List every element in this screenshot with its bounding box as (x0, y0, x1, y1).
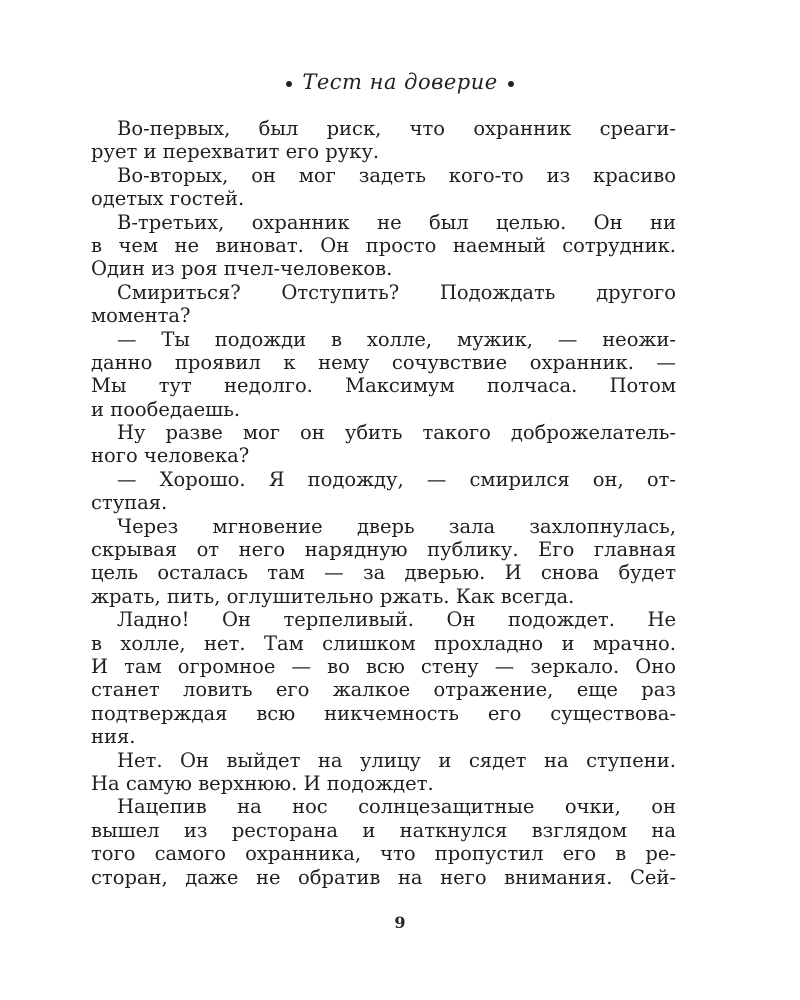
paragraph-8 (91, 515, 676, 609)
text-line: момента? (91, 304, 191, 328)
text-line: подтверждая всю никчемность его существова- (91, 701, 676, 725)
paragraph-11 (91, 795, 676, 889)
paragraph-3 (91, 211, 676, 281)
body-text (91, 117, 676, 889)
text-line: В-третьих, охранник не был целью. Он ни (117, 210, 676, 234)
text-line: Во-первых, был риск, что охранник среаги- (117, 117, 676, 140)
text-line: — Ты подожди в холле, мужик, — неожи- (117, 327, 676, 351)
text-line: — Хорошо. Я подожду, — смирился он, от- (117, 467, 676, 491)
text-line: На самую верхнюю. И подождет. (91, 771, 434, 795)
text-line: цель осталась там — за дверью. И снова будет (91, 561, 676, 585)
text-line: Во-вторых, он мог задеть кого-то из красиво (117, 163, 676, 187)
text-line: Смириться? Отступить? Подождать другого (117, 280, 676, 304)
text-line: Через мгновение дверь зала захлопнулась, (117, 514, 676, 538)
paragraph-1 (91, 117, 676, 164)
paragraph-5 (91, 328, 676, 422)
paragraph-4 (91, 281, 676, 328)
text-line: Нет. Он выйдет на улицу и сядет на ступени. (117, 748, 676, 772)
text-line: вышел из ресторана и наткнулся взглядом на (91, 818, 676, 842)
text-line: Мы тут недолго. Максимум полчаса. Потом (91, 374, 676, 398)
text-line: станет ловить его жалкое отражение, еще раз (91, 678, 676, 702)
text-line: того самого охранника, что пропустил его в ре- (91, 842, 676, 866)
text-line: данно проявил к нему сочувствие охранник. — (91, 350, 676, 374)
text-line: жрать, пить, оглушительно ржать. Как всегда. (91, 584, 575, 608)
text-line: Ну разве мог он убить такого доброжелатель- (117, 421, 676, 445)
paragraph-6 (91, 421, 676, 468)
paragraph-7 (91, 468, 676, 515)
text-line: Нацепив на нос солнцезащитные очки, он (117, 795, 676, 819)
text-line: И там огромное — во всю стену — зеркало. Оно (91, 654, 676, 678)
running-head (0, 70, 800, 94)
page-number: 9 (394, 913, 406, 932)
text-line: ния. (91, 725, 136, 749)
paragraph-2 (91, 164, 676, 211)
text-line: Один из роя пчел-человеков. (91, 257, 393, 281)
bullet-ornament-right (508, 81, 514, 87)
paragraph-9 (91, 608, 676, 748)
bullet-ornament-left (286, 81, 292, 87)
text-line: скрывая от него нарядную публику. Его главная (91, 538, 676, 562)
running-head-title: Тест на доверие (302, 70, 498, 94)
text-line: одетых гостей. (91, 187, 245, 211)
text-line: рует и перехватит его руку. (91, 140, 380, 164)
text-line: и пообедаешь. (91, 397, 241, 421)
text-line: ного человека? (91, 444, 250, 468)
text-line: ступая. (91, 491, 168, 515)
paragraph-10 (91, 749, 676, 796)
text-line: сторан, даже не обратив на него внимания. Сей- (91, 865, 676, 889)
text-line: в чем не виноват. Он просто наемный сотрудник. (91, 233, 676, 257)
text-line: Ладно! Он терпеливый. Он подождет. Не (117, 608, 676, 632)
text-line: в холле, нет. Там слишком прохладно и мрачно. (91, 631, 676, 655)
